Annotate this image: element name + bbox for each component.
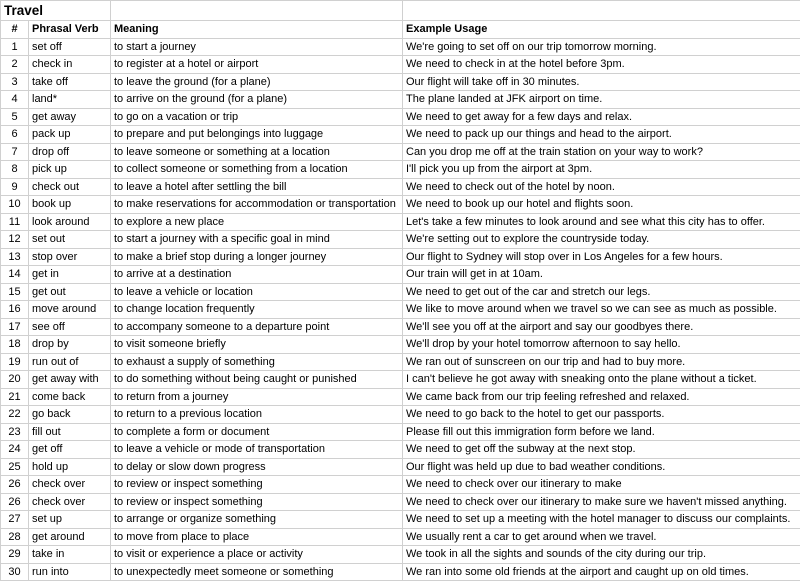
cell-number[interactable]: 8 xyxy=(1,161,29,179)
sheet-title[interactable]: Travel xyxy=(1,1,111,21)
cell-phrasal-verb[interactable]: run into xyxy=(29,563,111,581)
cell-example-usage[interactable]: Our flight was held up due to bad weather conditions. xyxy=(403,458,800,476)
cell-meaning[interactable]: to review or inspect something xyxy=(111,476,403,494)
table-row xyxy=(1,38,800,56)
cell-example-usage[interactable]: We usually rent a car to get around when we travel. xyxy=(403,528,800,546)
table-row xyxy=(1,371,800,389)
cell-example-usage[interactable]: I'll pick you up from the airport at 3pm. xyxy=(403,161,800,179)
table-row xyxy=(1,563,800,581)
cell-meaning[interactable]: to go on a vacation or trip xyxy=(111,108,403,126)
cell-example-usage[interactable]: Our train will get in at 10am. xyxy=(403,266,800,284)
cell-number[interactable]: 1 xyxy=(1,38,29,56)
cell-phrasal-verb[interactable]: pick up xyxy=(29,161,111,179)
cell-number[interactable]: 19 xyxy=(1,353,29,371)
cell-meaning[interactable]: to prepare and put belongings into luggage xyxy=(111,126,403,144)
cell-phrasal-verb[interactable]: check over xyxy=(29,493,111,511)
cell-example-usage[interactable]: We need to check in at the hotel before 3pm. xyxy=(403,56,800,74)
cell-example-usage[interactable]: We ran into some old friends at the airport and caught up on old times. xyxy=(403,563,800,581)
title-row xyxy=(1,1,800,21)
table-row xyxy=(1,336,800,354)
table-row xyxy=(1,56,800,74)
cell-example-usage[interactable]: We need to pack up our things and head to the airport. xyxy=(403,126,800,144)
cell-number[interactable]: 17 xyxy=(1,318,29,336)
empty-cell[interactable] xyxy=(403,1,800,21)
table-row xyxy=(1,493,800,511)
cell-meaning[interactable]: to delay or slow down progress xyxy=(111,458,403,476)
table-row xyxy=(1,388,800,406)
cell-number[interactable]: 25 xyxy=(1,458,29,476)
cell-phrasal-verb[interactable]: check in xyxy=(29,56,111,74)
cell-example-usage[interactable]: We'll see you off at the airport and say our goodbyes there. xyxy=(403,318,800,336)
cell-meaning[interactable]: to register at a hotel or airport xyxy=(111,56,403,74)
cell-phrasal-verb[interactable]: hold up xyxy=(29,458,111,476)
cell-meaning[interactable]: to visit someone briefly xyxy=(111,336,403,354)
cell-example-usage[interactable]: Our flight to Sydney will stop over in Los Angeles for a few hours. xyxy=(403,248,800,266)
cell-meaning[interactable]: to visit or experience a place or activity xyxy=(111,546,403,564)
table-row xyxy=(1,353,800,371)
cell-phrasal-verb[interactable]: move around xyxy=(29,301,111,319)
header-phrasal-verb[interactable]: Phrasal Verb xyxy=(29,21,111,39)
table-row xyxy=(1,423,800,441)
cell-phrasal-verb[interactable]: check over xyxy=(29,476,111,494)
table-row xyxy=(1,458,800,476)
cell-meaning[interactable]: to unexpectedly meet someone or something xyxy=(111,563,403,581)
cell-example-usage[interactable]: We need to check out of the hotel by noon. xyxy=(403,178,800,196)
cell-number[interactable]: 6 xyxy=(1,126,29,144)
cell-phrasal-verb[interactable]: run out of xyxy=(29,353,111,371)
cell-phrasal-verb[interactable]: see off xyxy=(29,318,111,336)
table-row xyxy=(1,511,800,529)
cell-example-usage[interactable]: We need to get out of the car and stretch our legs. xyxy=(403,283,800,301)
cell-example-usage[interactable]: The plane landed at JFK airport on time. xyxy=(403,91,800,109)
table-row xyxy=(1,91,800,109)
cell-example-usage[interactable]: We like to move around when we travel so we can see as much as possible. xyxy=(403,301,800,319)
cell-meaning[interactable]: to make reservations for accommodation or transportation xyxy=(111,196,403,214)
table-row xyxy=(1,301,800,319)
cell-phrasal-verb[interactable]: come back xyxy=(29,388,111,406)
cell-example-usage[interactable]: We need to get off the subway at the next stop. xyxy=(403,441,800,459)
cell-meaning[interactable]: to exhaust a supply of something xyxy=(111,353,403,371)
table-row xyxy=(1,231,800,249)
cell-example-usage[interactable]: We need to check over our itinerary to make sure we haven't missed anything. xyxy=(403,493,800,511)
cell-meaning[interactable]: to leave a vehicle or mode of transportation xyxy=(111,441,403,459)
cell-phrasal-verb[interactable]: stop over xyxy=(29,248,111,266)
cell-meaning[interactable]: to leave the ground (for a plane) xyxy=(111,73,403,91)
cell-phrasal-verb[interactable]: get away xyxy=(29,108,111,126)
cell-number[interactable]: 4 xyxy=(1,91,29,109)
header-number[interactable]: # xyxy=(1,21,29,39)
cell-number[interactable]: 23 xyxy=(1,423,29,441)
cell-number[interactable]: 15 xyxy=(1,283,29,301)
table-row xyxy=(1,546,800,564)
header-meaning[interactable]: Meaning xyxy=(111,21,403,39)
cell-phrasal-verb[interactable]: book up xyxy=(29,196,111,214)
cell-phrasal-verb[interactable]: take in xyxy=(29,546,111,564)
table-row xyxy=(1,161,800,179)
table-row xyxy=(1,476,800,494)
cell-number[interactable]: 3 xyxy=(1,73,29,91)
cell-phrasal-verb[interactable]: take off xyxy=(29,73,111,91)
cell-meaning[interactable]: to change location frequently xyxy=(111,301,403,319)
cell-example-usage[interactable]: We're going to set off on our trip tomorrow morning. xyxy=(403,38,800,56)
cell-phrasal-verb[interactable]: pack up xyxy=(29,126,111,144)
table-row xyxy=(1,248,800,266)
cell-phrasal-verb[interactable]: get in xyxy=(29,266,111,284)
cell-phrasal-verb[interactable]: get around xyxy=(29,528,111,546)
cell-phrasal-verb[interactable]: go back xyxy=(29,406,111,424)
cell-number[interactable]: 11 xyxy=(1,213,29,231)
cell-meaning[interactable]: to return to a previous location xyxy=(111,406,403,424)
table-row xyxy=(1,441,800,459)
cell-meaning[interactable]: to do something without being caught or punished xyxy=(111,371,403,389)
cell-number[interactable]: 21 xyxy=(1,388,29,406)
cell-phrasal-verb[interactable]: fill out xyxy=(29,423,111,441)
cell-number[interactable]: 10 xyxy=(1,196,29,214)
cell-example-usage[interactable]: We need to get away for a few days and relax. xyxy=(403,108,800,126)
cell-example-usage[interactable]: We took in all the sights and sounds of the city during our trip. xyxy=(403,546,800,564)
cell-meaning[interactable]: to make a brief stop during a longer journey xyxy=(111,248,403,266)
cell-phrasal-verb[interactable]: get off xyxy=(29,441,111,459)
cell-meaning[interactable]: to arrive at a destination xyxy=(111,266,403,284)
cell-number[interactable]: 16 xyxy=(1,301,29,319)
cell-phrasal-verb[interactable]: set up xyxy=(29,511,111,529)
empty-cell[interactable] xyxy=(111,1,403,21)
header-row xyxy=(1,21,800,39)
table-row xyxy=(1,283,800,301)
cell-example-usage[interactable]: Can you drop me off at the train station on your way to work? xyxy=(403,143,800,161)
cell-number[interactable]: 26 xyxy=(1,493,29,511)
cell-number[interactable]: 28 xyxy=(1,528,29,546)
cell-phrasal-verb[interactable]: look around xyxy=(29,213,111,231)
cell-meaning[interactable]: to leave a hotel after settling the bill xyxy=(111,178,403,196)
cell-number[interactable]: 14 xyxy=(1,266,29,284)
table-row xyxy=(1,178,800,196)
cell-number[interactable]: 12 xyxy=(1,231,29,249)
cell-meaning[interactable]: to return from a journey xyxy=(111,388,403,406)
cell-example-usage[interactable]: We need to set up a meeting with the hotel manager to discuss our complaints. xyxy=(403,511,800,529)
table-row xyxy=(1,266,800,284)
cell-meaning[interactable]: to arrange or organize something xyxy=(111,511,403,529)
cell-example-usage[interactable]: We're setting out to explore the countryside today. xyxy=(403,231,800,249)
cell-meaning[interactable]: to move from place to place xyxy=(111,528,403,546)
cell-number[interactable]: 24 xyxy=(1,441,29,459)
table-row xyxy=(1,143,800,161)
cell-meaning[interactable]: to start a journey xyxy=(111,38,403,56)
table-row xyxy=(1,318,800,336)
cell-phrasal-verb[interactable]: set off xyxy=(29,38,111,56)
cell-number[interactable]: 26 xyxy=(1,476,29,494)
cell-phrasal-verb[interactable]: set out xyxy=(29,231,111,249)
table-row xyxy=(1,126,800,144)
cell-phrasal-verb[interactable]: get away with xyxy=(29,371,111,389)
cell-phrasal-verb[interactable]: get out xyxy=(29,283,111,301)
cell-phrasal-verb[interactable]: check out xyxy=(29,178,111,196)
cell-example-usage[interactable]: We need to check over our itinerary to make xyxy=(403,476,800,494)
cell-meaning[interactable]: to leave someone or something at a location xyxy=(111,143,403,161)
cell-meaning[interactable]: to complete a form or document xyxy=(111,423,403,441)
cell-example-usage[interactable]: We ran out of sunscreen on our trip and had to buy more. xyxy=(403,353,800,371)
cell-number[interactable]: 5 xyxy=(1,108,29,126)
cell-example-usage[interactable]: We'll drop by your hotel tomorrow afternoon to say hello. xyxy=(403,336,800,354)
cell-example-usage[interactable]: We need to go back to the hotel to get our passports. xyxy=(403,406,800,424)
cell-example-usage[interactable]: We need to book up our hotel and flights soon. xyxy=(403,196,800,214)
cell-phrasal-verb[interactable]: drop off xyxy=(29,143,111,161)
cell-number[interactable]: 2 xyxy=(1,56,29,74)
cell-number[interactable]: 13 xyxy=(1,248,29,266)
cell-number[interactable]: 22 xyxy=(1,406,29,424)
table-row xyxy=(1,213,800,231)
cell-meaning[interactable]: to arrive on the ground (for a plane) xyxy=(111,91,403,109)
cell-example-usage[interactable]: Let's take a few minutes to look around and see what this city has to offer. xyxy=(403,213,800,231)
cell-phrasal-verb[interactable]: land* xyxy=(29,91,111,109)
cell-example-usage[interactable]: Please fill out this immigration form before we land. xyxy=(403,423,800,441)
cell-meaning[interactable]: to explore a new place xyxy=(111,213,403,231)
cell-number[interactable]: 18 xyxy=(1,336,29,354)
cell-meaning[interactable]: to start a journey with a specific goal in mind xyxy=(111,231,403,249)
table-row xyxy=(1,406,800,424)
cell-meaning[interactable]: to collect someone or something from a location xyxy=(111,161,403,179)
table-row xyxy=(1,73,800,91)
cell-example-usage[interactable]: I can't believe he got away with sneaking onto the plane without a ticket. xyxy=(403,371,800,389)
cell-example-usage[interactable]: We came back from our trip feeling refreshed and relaxed. xyxy=(403,388,800,406)
cell-number[interactable]: 27 xyxy=(1,511,29,529)
cell-number[interactable]: 30 xyxy=(1,563,29,581)
cell-example-usage[interactable]: Our flight will take off in 30 minutes. xyxy=(403,73,800,91)
table-row xyxy=(1,528,800,546)
table-row xyxy=(1,108,800,126)
cell-number[interactable]: 29 xyxy=(1,546,29,564)
cell-meaning[interactable]: to review or inspect something xyxy=(111,493,403,511)
header-example-usage[interactable]: Example Usage xyxy=(403,21,800,39)
cell-number[interactable]: 9 xyxy=(1,178,29,196)
cell-number[interactable]: 20 xyxy=(1,371,29,389)
cell-meaning[interactable]: to leave a vehicle or location xyxy=(111,283,403,301)
cell-phrasal-verb[interactable]: drop by xyxy=(29,336,111,354)
table-row xyxy=(1,196,800,214)
cell-meaning[interactable]: to accompany someone to a departure point xyxy=(111,318,403,336)
cell-number[interactable]: 7 xyxy=(1,143,29,161)
